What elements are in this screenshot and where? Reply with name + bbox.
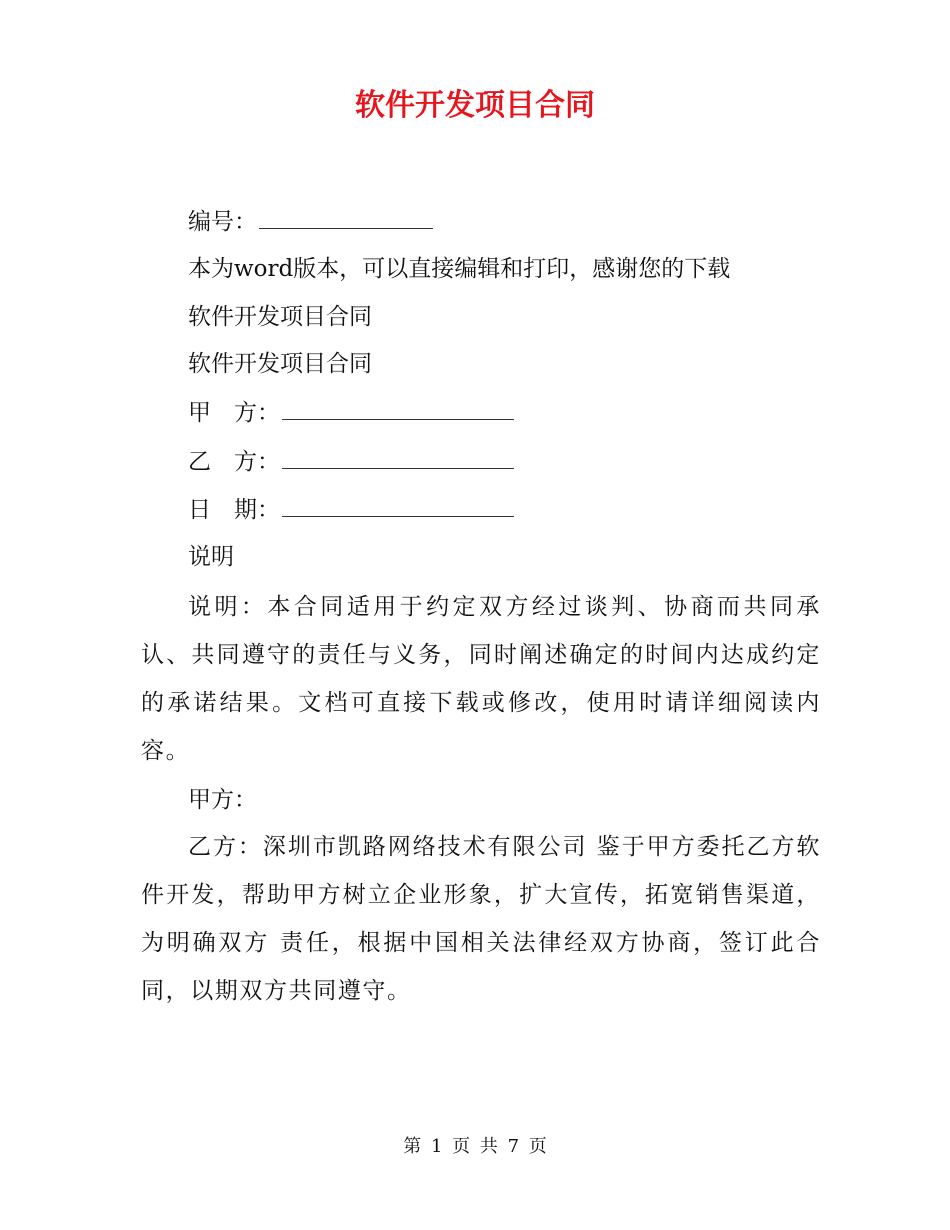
party-b-field [188, 446, 514, 478]
party-a-field [188, 397, 514, 429]
date-field [188, 494, 514, 526]
party-b-blank [282, 446, 514, 469]
party-a-blank [282, 397, 514, 420]
party-a-label: 甲 方： [188, 400, 280, 426]
document-title: 软件开发项目合同 [355, 88, 595, 123]
number-line [188, 206, 433, 238]
number-blank [259, 206, 433, 229]
subtitle-line-1: 软件开发项目合同 [188, 304, 372, 330]
explain-paragraph: 说明：本合同适用于约定双方经过谈判、协商而共同承认、共同遵守的责任与义务，同时阐述确定的时间内达成约定的承诺结果。文档可直接下载或修改，使用时请详细阅读内容。 [141, 594, 821, 764]
page-footer: 第 1 页 共 7 页 [403, 1136, 547, 1157]
subtitle-line-2: 软件开发项目合同 [188, 351, 372, 377]
party-b-label: 乙 方： [188, 449, 280, 475]
party-b-paragraph: 乙方：深圳市凯路网络技术有限公司 鉴于甲方委托乙方软件开发，帮助甲方树立企业形象，扩大宣传，拓宽销售渠道，为明确双方 责任，根据中国相关法律经双方协商，签订此合同，以期双方共同遵守。 [141, 834, 821, 1004]
date-label: 日 期： [188, 497, 280, 523]
explain-heading: 说明 [188, 544, 234, 570]
number-label: 编号： [188, 209, 257, 235]
intro-line: 本为word版本，可以直接编辑和打印，感谢您的下载 [188, 256, 731, 282]
party-a-line: 甲方： [188, 787, 257, 813]
date-blank [282, 494, 514, 517]
